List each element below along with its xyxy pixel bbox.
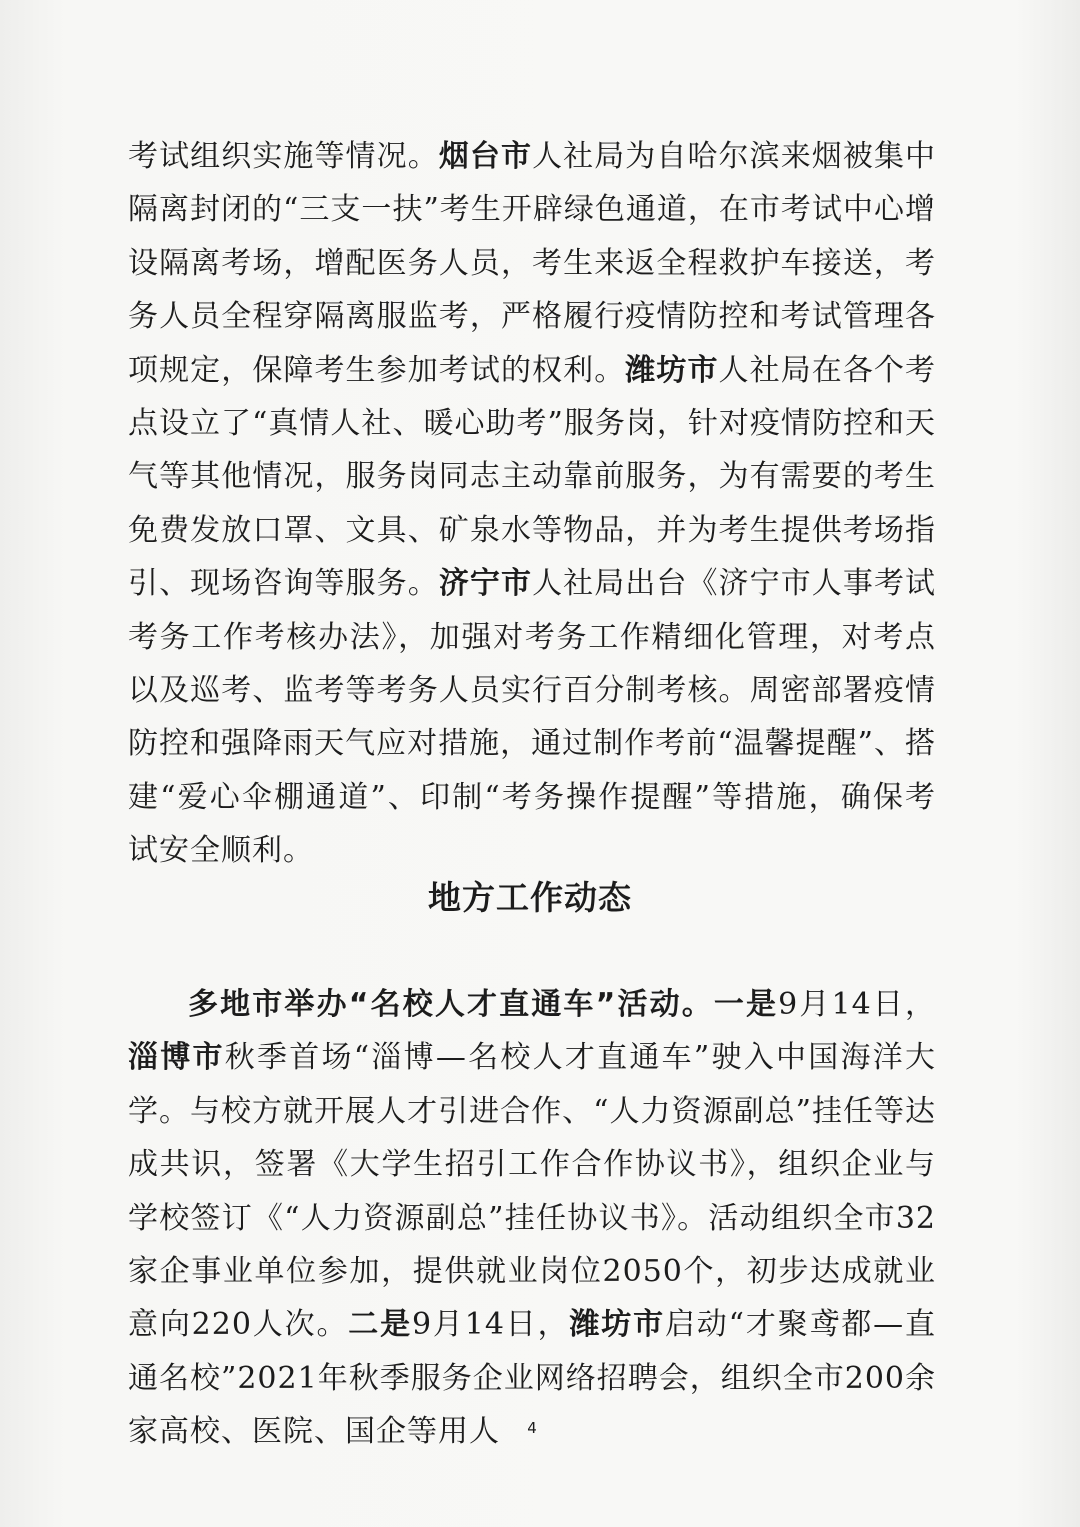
city-name-jining: 济宁市 [438,566,533,602]
text-segment: 9月14日， [411,1307,570,1343]
city-name-weifang: 潍坊市 [569,1307,665,1343]
paragraph-exam-services [128,130,936,878]
city-name-yantai: 烟台市 [438,139,533,174]
text-segment: 秋季首场“淄博—名校人才直通车”驶入中国海洋大学。与校方就开展人才引进合作、“人力资源副总”挂任等达成共识，签署《大学生招引工作合作协议书》，组织企业与学校签订《“人力资源副总”挂任协议书》。活动组织全市32家企事业单位参加，提供就业岗位2050个，初步达成就业意向220人次。 [128,1040,936,1343]
list-marker-second: 二是 [348,1307,412,1343]
text-segment: 人社局为自哈尔滨来烟被集中隔离封闭的“三支一扶”考生开辟绿色通道，在市考试中心增设隔离考场，增配医务人员，考生来返全程救护车接送，考务人员全程穿隔离服监考，严格履行疫情防控和考试管理各项规定，保障考生参加考试的权利。 [128,139,937,388]
section-heading: 地方工作动态 [428,878,632,917]
text-segment: 考试组织实施等情况。 [128,139,439,174]
text-segment: 人社局在各个考点设立了“真情人社、暖心助考”服务岗，针对疫情防控和天气等其他情况，服务岗同志主动靠前服务，为有需要的考生免费发放口罩、文具、矿泉水等物品，并为考生提供考场指引、现场咨询等服务。 [128,352,937,602]
text-segment: 9月14日， [778,987,937,1022]
paragraph-lead: 多地市举办“名校人才直通车”活动。一是 [188,987,779,1022]
text-segment: 启动“才聚鸢都—直通名校”2021年秋季服务企业网络招聘会，组织全市200余家高校、医院、国企等用人 [128,1307,937,1450]
city-name-weifang: 潍坊市 [625,352,719,388]
text-segment: 人社局出台《济宁市人事考试考务工作考核办法》，加强对考务工作精细化管理，对考点以及巡考、监考等考务人员实行百分制考核。周密部署疫情防控和强降雨天气应对措施，通过制作考前“温馨提醒”、搭建“爱心伞棚通道”、印制“考务操作提醒”等措施，确保考试安全顺利。 [128,566,937,869]
paragraph-talent-express [128,978,936,1459]
city-name-zibo: 淄博市 [128,1040,225,1076]
page-number: 4 [527,1419,537,1437]
